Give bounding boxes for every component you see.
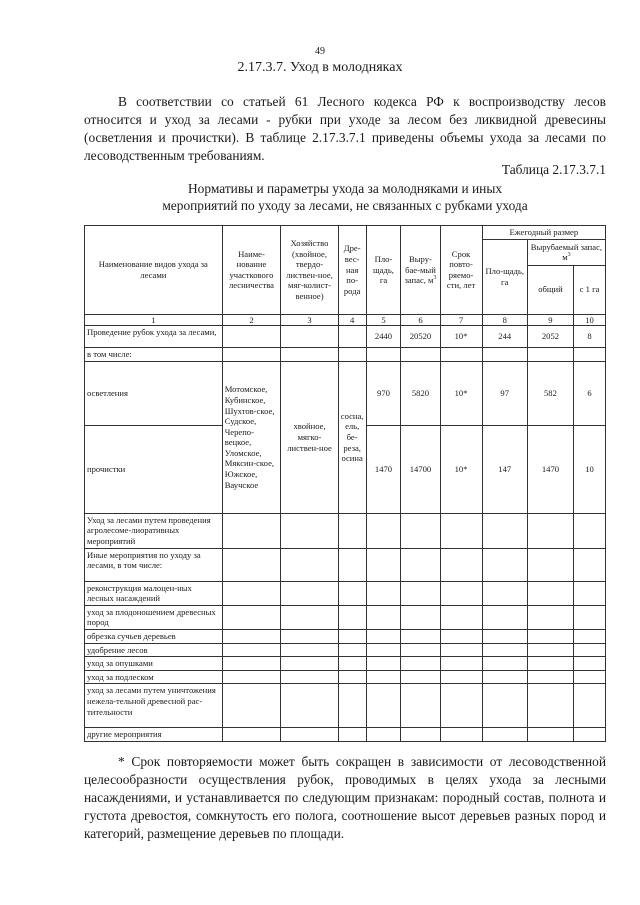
header-farm: Хозяйство (хвойное, твердо-листвен-ное, мяг-колист-венное) <box>281 226 339 315</box>
table-row <box>85 513 606 548</box>
table-row <box>85 326 606 348</box>
cell-volume: 20520 <box>401 326 440 348</box>
cell-work-type: осветления <box>85 361 223 425</box>
header-harvest <box>527 239 605 265</box>
norms-table <box>84 225 606 742</box>
cell-volume: 5820 <box>401 361 440 425</box>
cell-period: 10* <box>440 326 482 348</box>
col-number: 10 <box>574 314 606 326</box>
table-title <box>84 180 606 214</box>
page-number: 49 <box>315 46 325 57</box>
cell-annual-area: 244 <box>482 326 527 348</box>
cell-forestries: Мотомское, Кубинское, Шухтов-ское, Судское, Черепо-вецкое, Уломское, Мяксин-ское, Южское, Ваучское <box>222 361 281 513</box>
header-work-type: Наименование видов ухода за лесами <box>85 226 223 315</box>
cell-work-type: Иные мероприятия по уходу за лесами, в том числе: <box>85 548 223 581</box>
cell-farm: хвойное, мягко-листвен-ное <box>281 361 339 513</box>
cell-work-type: Проведение рубок ухода за лесами, <box>85 326 223 348</box>
intro-text: В соответствии со статьей 61 Лесного кодекса РФ к воспроизводству лесов относится и уход за лесами - рубки при уходе за лесом без ликвидной древесины (осветления и прочистки). В таблице 2.17.3.7.1 приведены объемы ухода за лесами по лесоводственным требованиям. <box>84 94 606 163</box>
cell-work-type: уход за опушками <box>85 657 223 671</box>
cell-work-type: другие мероприятия <box>85 728 223 742</box>
col-number: 1 <box>85 314 223 326</box>
cell-work-type: уход за лесами путем уничтожения нежела-тельной древесной рас-тительности <box>85 684 223 728</box>
cell-area: 970 <box>366 361 401 425</box>
header-volume <box>401 226 440 315</box>
col-number: 5 <box>366 314 401 326</box>
col-number: 9 <box>527 314 573 326</box>
cell-work-type: Уход за лесами путем проведения агролесоме-лиоративных мероприятий <box>85 513 223 548</box>
column-numbers-row <box>85 314 606 326</box>
table-row <box>85 657 606 671</box>
cell-annual-total: 1470 <box>527 425 573 513</box>
table-row <box>85 684 606 728</box>
header-period: Срок повто-ряемо-сти, лет <box>440 226 482 315</box>
cell-annual-total: 2052 <box>527 326 573 348</box>
cell-work-type: уход за подлеском <box>85 670 223 684</box>
cell-period: 10* <box>440 361 482 425</box>
col-number: 3 <box>281 314 339 326</box>
col-number: 7 <box>440 314 482 326</box>
cell-work-type: обрезка сучьев деревьев <box>85 629 223 643</box>
header-area: Пло-щадь, га <box>366 226 401 315</box>
cell-species: сосна, ель, бе-реза, осина <box>338 361 366 513</box>
cell-area: 1470 <box>366 425 401 513</box>
header-species: Дре-вес-ная по-рода <box>338 226 366 315</box>
cell-work-type: уход за плодоношением древесных пород <box>85 605 223 629</box>
table-title-line-2: мероприятий по уходу за лесами, не связанных с рубками ухода <box>162 198 528 213</box>
cell-annual-per-ha: 8 <box>574 326 606 348</box>
table-row <box>85 728 606 742</box>
cell-work-type: удобрение лесов <box>85 643 223 657</box>
table-row <box>85 629 606 643</box>
col-number: 6 <box>401 314 440 326</box>
col-number: 4 <box>338 314 366 326</box>
table-row <box>85 548 606 581</box>
header-harvest-text: Вырубаемый запас, м <box>530 241 603 263</box>
header-forestry: Наиме-нование участкового лесничества <box>222 226 281 315</box>
table-row <box>85 670 606 684</box>
header-annual-area: Пло-щадь, га <box>482 239 527 314</box>
footnote-paragraph <box>84 753 606 843</box>
intro-paragraph <box>84 93 606 165</box>
table-row <box>85 361 606 425</box>
cell-annual-area: 147 <box>482 425 527 513</box>
table-row <box>85 581 606 605</box>
header-annual-total: общий <box>527 265 573 314</box>
cell-work-type: прочистки <box>85 425 223 513</box>
cell-area: 2440 <box>366 326 401 348</box>
header-harvest-sup: 3 <box>567 252 571 259</box>
col-number: 2 <box>222 314 281 326</box>
header-volume-sup: 3 <box>433 275 437 282</box>
cell-work-type: реконструкция малоцен-ных лесных насаждений <box>85 581 223 605</box>
table-title-line-1: Нормативы и параметры ухода за молодняками и иных <box>187 181 503 196</box>
section-heading: 2.17.3.7. Уход в молодняках <box>237 60 403 75</box>
cell-annual-area: 97 <box>482 361 527 425</box>
table-label: Таблица 2.17.3.7.1 <box>501 162 606 177</box>
cell-work-type: в том числе: <box>85 348 223 362</box>
cell-annual-per-ha: 10 <box>574 425 606 513</box>
cell-annual-total: 582 <box>527 361 573 425</box>
header-volume-text: Выру-бае-мый запас, м <box>404 253 436 286</box>
cell-period: 10* <box>440 425 482 513</box>
footnote-text: * Срок повторяемости может быть сокращен в зависимости от лесоводственной целесообразности осуществления рубок, проводимых в целях ухода за лесными насаждениями, и устанавливается по следующим признакам: породный состав, полнота и густота древостоя, сомкнутость его полога, соотношение высот деревьев разных пород и категорий, размещение деревьев по площади. <box>84 754 606 841</box>
table-row <box>85 348 606 362</box>
header-annual: Ежегодный размер <box>482 226 605 240</box>
cell-volume: 14700 <box>401 425 440 513</box>
col-number: 8 <box>482 314 527 326</box>
table-row <box>85 605 606 629</box>
header-annual-per-ha: с 1 га <box>574 265 606 314</box>
cell-annual-per-ha: 6 <box>574 361 606 425</box>
table-row <box>85 643 606 657</box>
